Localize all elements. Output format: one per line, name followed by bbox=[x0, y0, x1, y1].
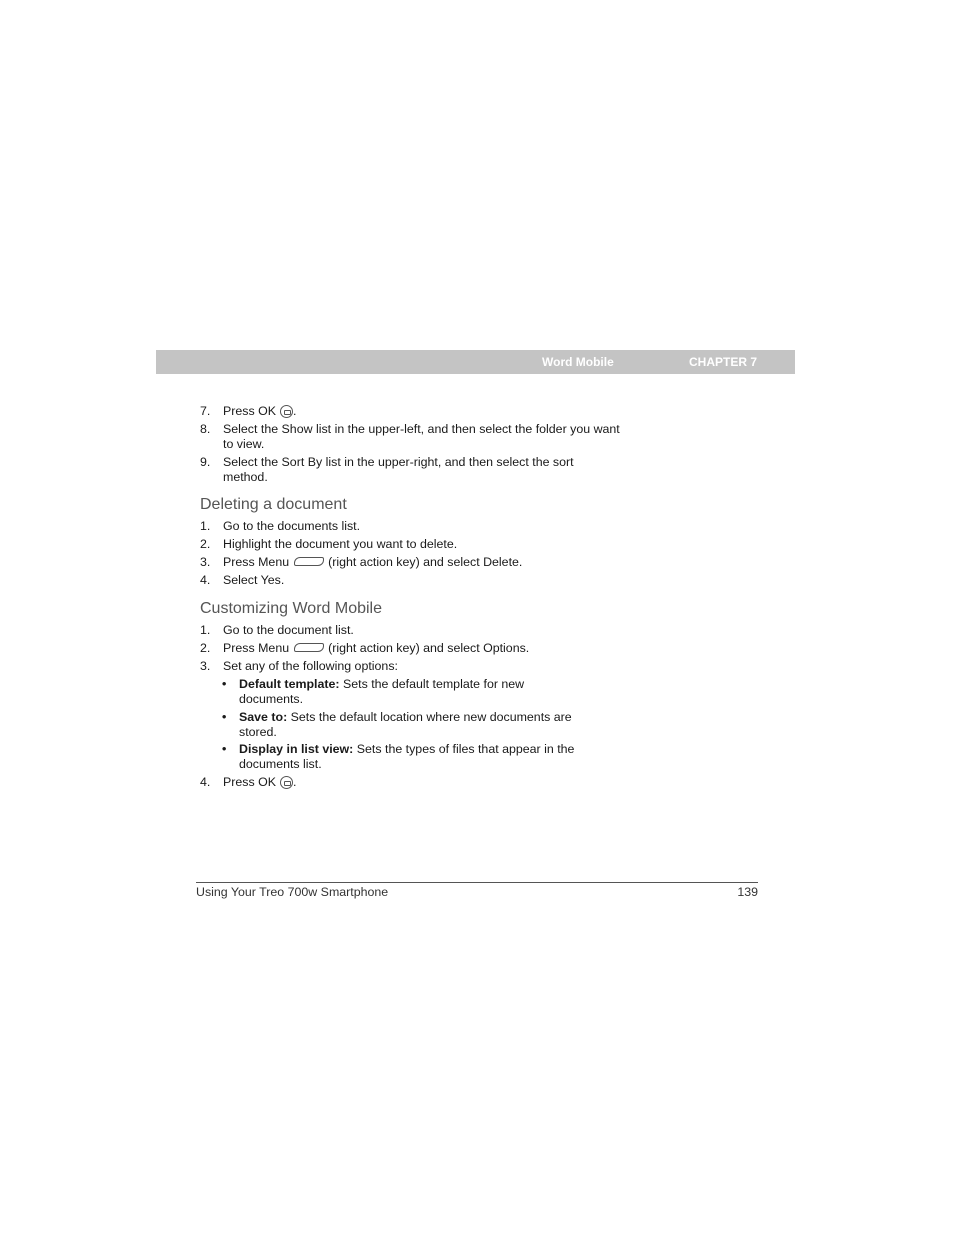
menu-key-icon bbox=[294, 643, 324, 652]
footer-book-title: Using Your Treo 700w Smartphone bbox=[196, 885, 389, 899]
section-heading-deleting: Deleting a document bbox=[200, 496, 347, 513]
menu-key-icon bbox=[294, 557, 324, 566]
step-text: Press OK bbox=[223, 775, 277, 789]
step-number: 1. bbox=[200, 623, 211, 637]
step-text: Set any of the following options: bbox=[223, 659, 398, 673]
step-text-after: (right action key) and select Delete. bbox=[328, 555, 523, 569]
step-number: 7. bbox=[200, 404, 211, 418]
step-number: 9. bbox=[200, 455, 211, 469]
section-heading-customizing: Customizing Word Mobile bbox=[200, 600, 382, 617]
option-label: Default template: bbox=[239, 677, 340, 691]
header-chapter-label: CHAPTER 7 bbox=[689, 355, 758, 369]
step-suffix: . bbox=[293, 404, 297, 418]
option-text: Sets the default location where new documents are stored. bbox=[239, 710, 572, 739]
ok-button-icon bbox=[280, 776, 293, 789]
step-text: Go to the documents list. bbox=[223, 519, 361, 533]
ok-button-icon bbox=[280, 405, 293, 418]
step-number: 2. bbox=[200, 537, 211, 551]
bullet-icon: • bbox=[222, 677, 227, 691]
step-number: 4. bbox=[200, 573, 211, 587]
option-label: Display in list view: bbox=[239, 742, 354, 756]
step-suffix: . bbox=[293, 775, 297, 789]
step-text: Select the Show list in the upper-left, and then select the folder you want to view. bbox=[223, 422, 620, 451]
step-number: 3. bbox=[200, 555, 211, 569]
footer-divider bbox=[196, 882, 758, 883]
bullet-icon: • bbox=[222, 710, 227, 724]
step-number: 1. bbox=[200, 519, 211, 533]
option-label: Save to: bbox=[239, 710, 288, 724]
footer-page-number: 139 bbox=[737, 885, 758, 899]
step-text: Select Yes. bbox=[223, 573, 285, 587]
step-number: 2. bbox=[200, 641, 211, 655]
step-number: 3. bbox=[200, 659, 211, 673]
header-section-title: Word Mobile bbox=[542, 355, 614, 369]
step-text: Highlight the document you want to delete. bbox=[223, 537, 458, 551]
option-text: Sets the default template for new documents. bbox=[239, 677, 525, 706]
step-text: Select the Sort By list in the upper-right, and then select the sort method. bbox=[223, 455, 574, 484]
step-text: Go to the document list. bbox=[223, 623, 354, 637]
bullet-icon: • bbox=[222, 742, 227, 756]
step-text: Press Menu bbox=[223, 555, 290, 569]
step-text: Press Menu bbox=[223, 641, 290, 655]
step-text: Press OK bbox=[223, 404, 277, 418]
step-number: 8. bbox=[200, 422, 211, 436]
step-number: 4. bbox=[200, 775, 211, 789]
step-text-after: (right action key) and select Options. bbox=[328, 641, 530, 655]
option-text: Sets the types of files that appear in the documents list. bbox=[239, 742, 575, 771]
running-header bbox=[156, 350, 795, 374]
